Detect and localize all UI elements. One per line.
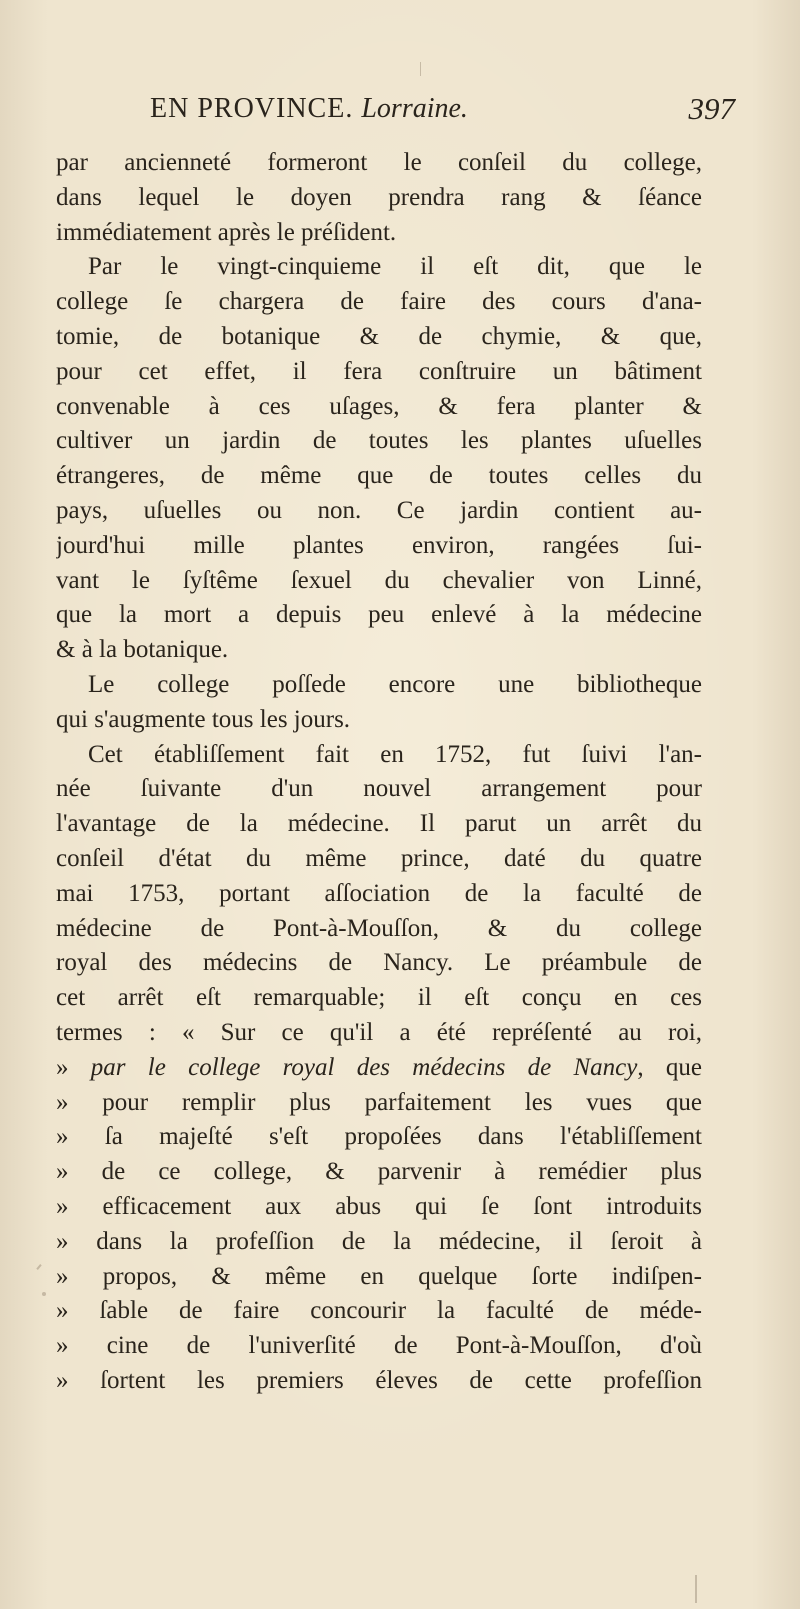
text-line: étrangeres, de même que de toutes celles du	[56, 462, 702, 490]
text-line: mai 1753, portant aſſociation de la faculté de	[56, 879, 702, 907]
text-line: vant le ſyſtême ſexuel du chevalier von Linné,	[56, 566, 702, 594]
text-line: termes : « Sur ce qu'il a été repréſenté au roi,	[56, 1018, 702, 1046]
text-line: pays, uſuelles ou non. Ce jardin contient au-	[56, 496, 702, 524]
text-line: Le college poſſede encore une bibliotheque	[88, 670, 702, 698]
paper-speck	[36, 1264, 41, 1270]
text-line: née ſuivante d'un nouvel arrangement pour	[56, 775, 702, 803]
running-title-prefix: EN PROVINCE.	[150, 93, 354, 124]
quote-mark: »	[56, 1053, 91, 1081]
text-line: » propos, & même en quelque ſorte indiſpen-	[56, 1262, 702, 1290]
text-line: » ſortent les premiers éleves de cette profeſſion	[56, 1366, 702, 1394]
text-line-italic-mixed	[56, 1051, 702, 1086]
text-line: & à la botanique.	[56, 636, 229, 664]
text-line: cet arrêt eſt remarquable; il eſt conçu en ces	[56, 984, 702, 1012]
text-line: Cet établiſſement fait en 1752, fut ſuivi l'an-	[88, 740, 702, 768]
text-line: » de ce college, & parvenir à remédier plus	[56, 1158, 702, 1186]
text-line: médecine de Pont-à-Mouſſon, & du college	[56, 914, 702, 942]
text-line: Par le vingt-cinquieme il eſt dit, que le	[88, 253, 702, 281]
text-line: immédiatement après le préſident.	[56, 218, 397, 246]
italic-phrase: par le college royal des médecins de Nancy	[90, 1053, 638, 1081]
text-line: jourd'hui mille plantes environ, rangées ſui-	[56, 531, 702, 559]
body-text	[56, 146, 702, 1399]
running-title	[150, 93, 468, 125]
text-line: » cine de l'univerſité de Pont-à-Mouſſon, d'où	[56, 1332, 702, 1360]
text-line: dans lequel le doyen prendra rang & ſéance	[56, 183, 702, 211]
paper-speck	[695, 1575, 697, 1603]
line-suffix: , que	[637, 1053, 702, 1081]
text-line: » dans la profeſſion de la médecine, il ſeroit à	[56, 1227, 702, 1255]
text-line: » ſa majeſté s'eſt propoſées dans l'établiſſement	[56, 1123, 702, 1151]
text-line: conſeil d'état du même prince, daté du quatre	[56, 844, 702, 872]
text-line: l'avantage de la médecine. Il parut un arrêt du	[56, 810, 702, 838]
text-line: par ancienneté formeront le conſeil du college,	[56, 149, 702, 176]
paper-speck	[420, 62, 421, 76]
text-line: » pour remplir plus parfaitement les vues que	[56, 1088, 702, 1116]
running-title-place: Lorraine.	[361, 93, 468, 124]
text-line: tomie, de botanique & de chymie, & que,	[56, 322, 702, 350]
text-line: qui s'augmente tous les jours.	[56, 705, 351, 733]
text-line: convenable à ces uſages, & fera planter &	[56, 392, 702, 420]
text-line: que la mort a depuis peu enlevé à la médecine	[56, 601, 702, 629]
paper-speck	[42, 1292, 46, 1296]
page-header	[150, 93, 735, 135]
text-line: » ſable de faire concourir la faculté de méde-	[56, 1297, 702, 1325]
page-number: 397	[688, 91, 735, 126]
text-line: pour cet effet, il fera conſtruire un bâtiment	[56, 357, 702, 385]
text-line: royal des médecins de Nancy. Le préambule de	[56, 949, 702, 977]
text-line: cultiver un jardin de toutes les plantes uſuelles	[56, 427, 702, 455]
text-line: » efficacement aux abus qui ſe ſont introduits	[56, 1192, 702, 1220]
text-line: college ſe chargera de faire des cours d'ana-	[56, 288, 702, 316]
